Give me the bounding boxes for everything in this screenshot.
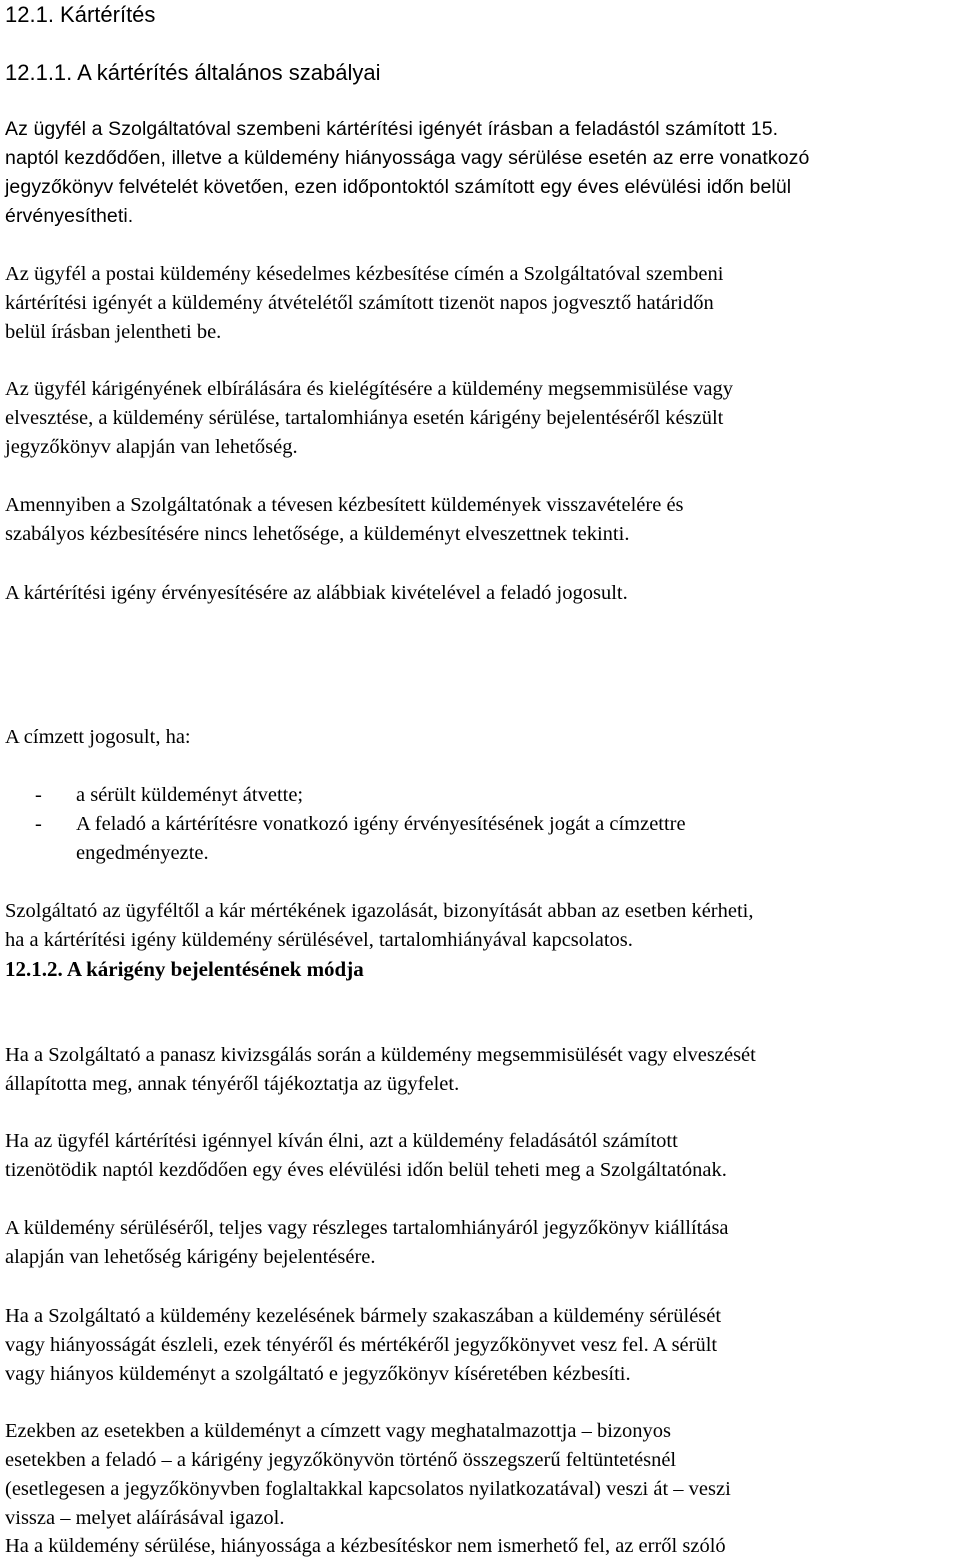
text-line: naptól kezdődően, illetve a küldemény hiányossága vagy sérülése esetén az erre vonatkozó — [5, 147, 810, 169]
text-line: A küldemény sérüléséről, teljes vagy részleges tartalomhiányáról jegyzőkönyv kiállítása — [5, 1217, 729, 1239]
paragraph-hidden-damage — [5, 1532, 957, 1561]
list-item-text: A feladó a kártérítésre vonatkozó igény érvényesítésének jogát a címzettre — [76, 813, 686, 835]
text-line: tizenötödik naptól kezdődően egy éves elévülési időn belül teheti meg a Szolgáltatónak. — [5, 1159, 727, 1181]
paragraph-damage-report — [5, 1214, 957, 1272]
section-heading-12-1: 12.1. Kártérítés — [5, 2, 156, 27]
text-line: Ezekben az esetekben a küldeményt a címzett vagy meghatalmazottja – bizonyos — [5, 1420, 671, 1442]
paragraph-recipient-entitled — [5, 723, 957, 752]
text-line: Ha a Szolgáltató a küldemény kezelésének bármely szakaszában a küldemény sérülését — [5, 1305, 722, 1327]
text-line: esetekben a feladó – a kárigény jegyzőkönyvön történő összegszerű feltüntetésnél — [5, 1449, 677, 1471]
text-line: Az ügyfél a postai küldemény késedelmes kézbesítése címén a Szolgáltatóval szembeni — [5, 263, 724, 285]
text-line: jegyzőkönyv felvételét követően, ezen időpontoktól számított egy éves elévülési időn belül — [5, 176, 792, 198]
text-line: jegyzőkönyv alapján van lehetőség. — [5, 436, 298, 458]
text-line: A címzett jogosult, ha: — [5, 726, 191, 748]
text-line: Ha a Szolgáltató a panasz kivizsgálás során a küldemény megsemmisülését vagy elveszését — [5, 1044, 756, 1066]
paragraph-provider-detects-damage — [5, 1302, 957, 1389]
paragraph-claim-assessment — [5, 375, 957, 462]
text-line: A kártérítési igény érvényesítésére az alábbiak kivételével a feladó jogosult. — [5, 582, 628, 604]
text-line: Szolgáltató az ügyféltől a kár mértékének igazolását, bizonyítását abban az esetben kérheti, — [5, 900, 754, 922]
text-line: elvesztése, a küldemény sérülése, tartalomhiánya esetén kárigény bejelentéséről készült — [5, 407, 724, 429]
text-line: Ha a küldemény sérülése, hiányossága a kézbesítéskor nem ismerhető fel, az erről szóló — [5, 1535, 726, 1557]
paragraph-misdelivered-items — [5, 491, 957, 549]
text-line: Az ügyfél kárigényének elbírálására és kielégítésére a küldemény megsemmisülése vagy — [5, 378, 734, 400]
bullet-dash: - — [35, 784, 42, 806]
text-line: Ha az ügyfél kártérítési igénnyel kíván élni, azt a küldemény feladásától számított — [5, 1130, 678, 1152]
list-item-text: engedményezte. — [76, 842, 209, 864]
paragraph-recipient-acceptance — [5, 1417, 957, 1533]
text-line: vagy hiányos küldeményt a szolgáltató e jegyzőkönyv kíséretében kézbesíti. — [5, 1363, 631, 1385]
text-line: alapján van lehetőség kárigény bejelentésére. — [5, 1246, 376, 1268]
paragraph-late-delivery — [5, 260, 957, 347]
text-line: ha a kártérítési igény küldemény sérülésével, tartalomhiányával kapcsolatos. — [5, 929, 633, 951]
text-line: Amennyiben a Szolgáltatónak a tévesen kézbesített küldemények visszavételére és — [5, 494, 684, 516]
text-line: Az ügyfél a Szolgáltatóval szembeni kártérítési igényét írásban a feladástól számított 15. — [5, 118, 779, 140]
subsection-heading-12-1-1: 12.1.1. A kártérítés általános szabályai — [5, 60, 381, 85]
text-line: vagy hiányosságát észleli, ezek tényéről és mértékéről jegyzőkönyvet vesz fel. A sérült — [5, 1334, 718, 1356]
text-line: kártérítési igényét a küldemény átvételétől számított tizenöt napos jogvesztő határidőn — [5, 292, 714, 314]
text-line: belül írásban jelentheti be. — [5, 321, 222, 343]
paragraph-claim-deadline — [5, 1127, 957, 1185]
list-item-text: a sérült küldeményt átvette; — [76, 784, 304, 806]
text-line: szabályos kézbesítésére nincs lehetősége, a küldeményt elveszettnek tekinti. — [5, 523, 630, 545]
bullet-dash: - — [35, 813, 42, 835]
text-line: érvényesítheti. — [5, 205, 134, 227]
paragraph-general-rules — [5, 115, 957, 231]
paragraph-complaint-investigation — [5, 1041, 957, 1099]
text-line: állapította meg, annak tényéről tájékoztatja az ügyfelet. — [5, 1073, 460, 1095]
text-line: vissza – melyet aláírásával igazol. — [5, 1507, 285, 1529]
text-line: (esetlegesen a jegyzőkönyvben foglaltakkal kapcsolatos nyilatkozatával) veszi át – veszi — [5, 1478, 731, 1500]
subsection-heading-12-1-2: 12.1.2. A kárigény bejelentésének módja — [5, 957, 364, 981]
paragraph-sender-entitled — [5, 579, 957, 608]
paragraph-proof-of-damage — [5, 897, 957, 955]
